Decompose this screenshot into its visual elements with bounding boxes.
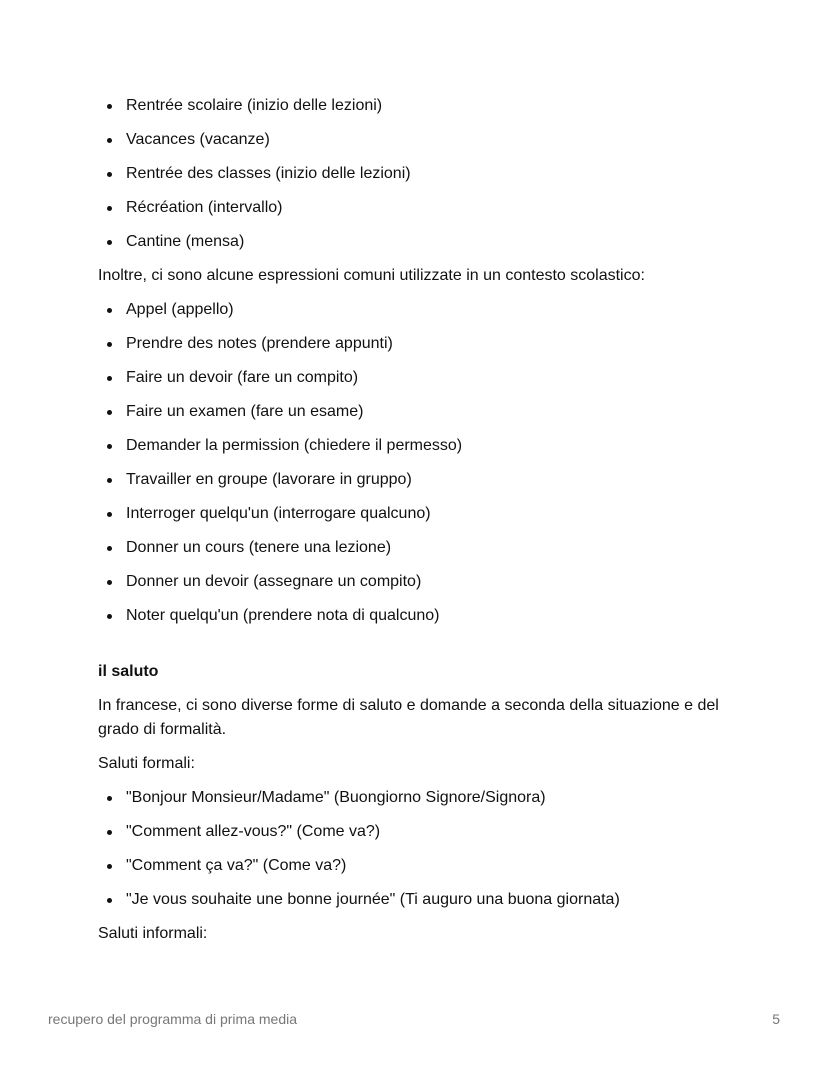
list-item-text: Récréation (intervallo) xyxy=(126,199,283,216)
informal-greetings-label: Saluti informali: xyxy=(98,925,208,942)
list-item-text: Noter quelqu'un (prendere nota di qualcuno) xyxy=(126,607,440,624)
page-content xyxy=(98,94,758,956)
list-item-text: Rentrée scolaire (inizio delle lezioni) xyxy=(126,97,383,114)
bullet-icon xyxy=(107,410,112,415)
list-item xyxy=(98,94,758,118)
list-item xyxy=(98,502,758,526)
bullet-icon xyxy=(107,864,112,869)
list-item xyxy=(98,162,758,186)
bullet-icon xyxy=(107,614,112,619)
bullet-icon xyxy=(107,444,112,449)
school-expressions-list xyxy=(98,298,758,628)
page-number: 5 xyxy=(772,1011,780,1027)
list-item-text: Donner un devoir (assegnare un compito) xyxy=(126,573,422,590)
saluto-intro: In francese, ci sono diverse forme di saluto e domande a seconda della situazione e del grado di formalità. xyxy=(98,697,719,738)
bullet-icon xyxy=(107,546,112,551)
bullet-icon xyxy=(107,206,112,211)
list-item xyxy=(98,536,758,560)
bullet-icon xyxy=(107,478,112,483)
list-item xyxy=(98,230,758,254)
bullet-icon xyxy=(107,796,112,801)
bullet-icon xyxy=(107,342,112,347)
list-item-text: Vacances (vacanze) xyxy=(126,131,270,148)
expressions-intro: Inoltre, ci sono alcune espressioni comuni utilizzate in un contesto scolastico: xyxy=(98,267,645,284)
list-item-text: "Je vous souhaite une bonne journée" (Ti auguro una buona giornata) xyxy=(126,891,620,908)
list-item xyxy=(98,196,758,220)
list-item xyxy=(98,332,758,356)
list-item xyxy=(98,854,758,878)
list-item xyxy=(98,786,758,810)
list-item-text: "Comment allez-vous?" (Come va?) xyxy=(126,823,381,840)
bullet-icon xyxy=(107,512,112,517)
bullet-icon xyxy=(107,138,112,143)
bullet-icon xyxy=(107,580,112,585)
list-item xyxy=(98,468,758,492)
bullet-icon xyxy=(107,376,112,381)
formal-greetings-label: Saluti formali: xyxy=(98,755,195,772)
list-item xyxy=(98,366,758,390)
list-item-text: Rentrée des classes (inizio delle lezioni) xyxy=(126,165,411,182)
list-item-text: "Bonjour Monsieur/Madame" (Buongiorno Signore/Signora) xyxy=(126,789,546,806)
section-heading: il saluto xyxy=(98,663,159,680)
list-item xyxy=(98,128,758,152)
formal-greetings-list xyxy=(98,786,758,912)
bullet-icon xyxy=(107,240,112,245)
list-item xyxy=(98,434,758,458)
list-item-text: "Comment ça va?" (Come va?) xyxy=(126,857,347,874)
list-item-text: Faire un examen (fare un esame) xyxy=(126,403,364,420)
bullet-icon xyxy=(107,898,112,903)
list-item-text: Appel (appello) xyxy=(126,301,234,318)
list-item xyxy=(98,570,758,594)
bullet-icon xyxy=(107,308,112,313)
school-terms-list xyxy=(98,94,758,254)
bullet-icon xyxy=(107,172,112,177)
list-item xyxy=(98,888,758,912)
list-item-text: Demander la permission (chiedere il permesso) xyxy=(126,437,463,454)
bullet-icon xyxy=(107,104,112,109)
list-item xyxy=(98,400,758,424)
bullet-icon xyxy=(107,830,112,835)
list-item xyxy=(98,604,758,628)
list-item xyxy=(98,298,758,322)
list-item-text: Cantine (mensa) xyxy=(126,233,245,250)
list-item-text: Faire un devoir (fare un compito) xyxy=(126,369,359,386)
list-item-text: Travailler en groupe (lavorare in gruppo) xyxy=(126,471,412,488)
list-item-text: Prendre des notes (prendere appunti) xyxy=(126,335,393,352)
list-item-text: Interroger quelqu'un (interrogare qualcuno) xyxy=(126,505,431,522)
list-item xyxy=(98,820,758,844)
footer-title: recupero del programma di prima media xyxy=(48,1011,297,1027)
list-item-text: Donner un cours (tenere una lezione) xyxy=(126,539,392,556)
